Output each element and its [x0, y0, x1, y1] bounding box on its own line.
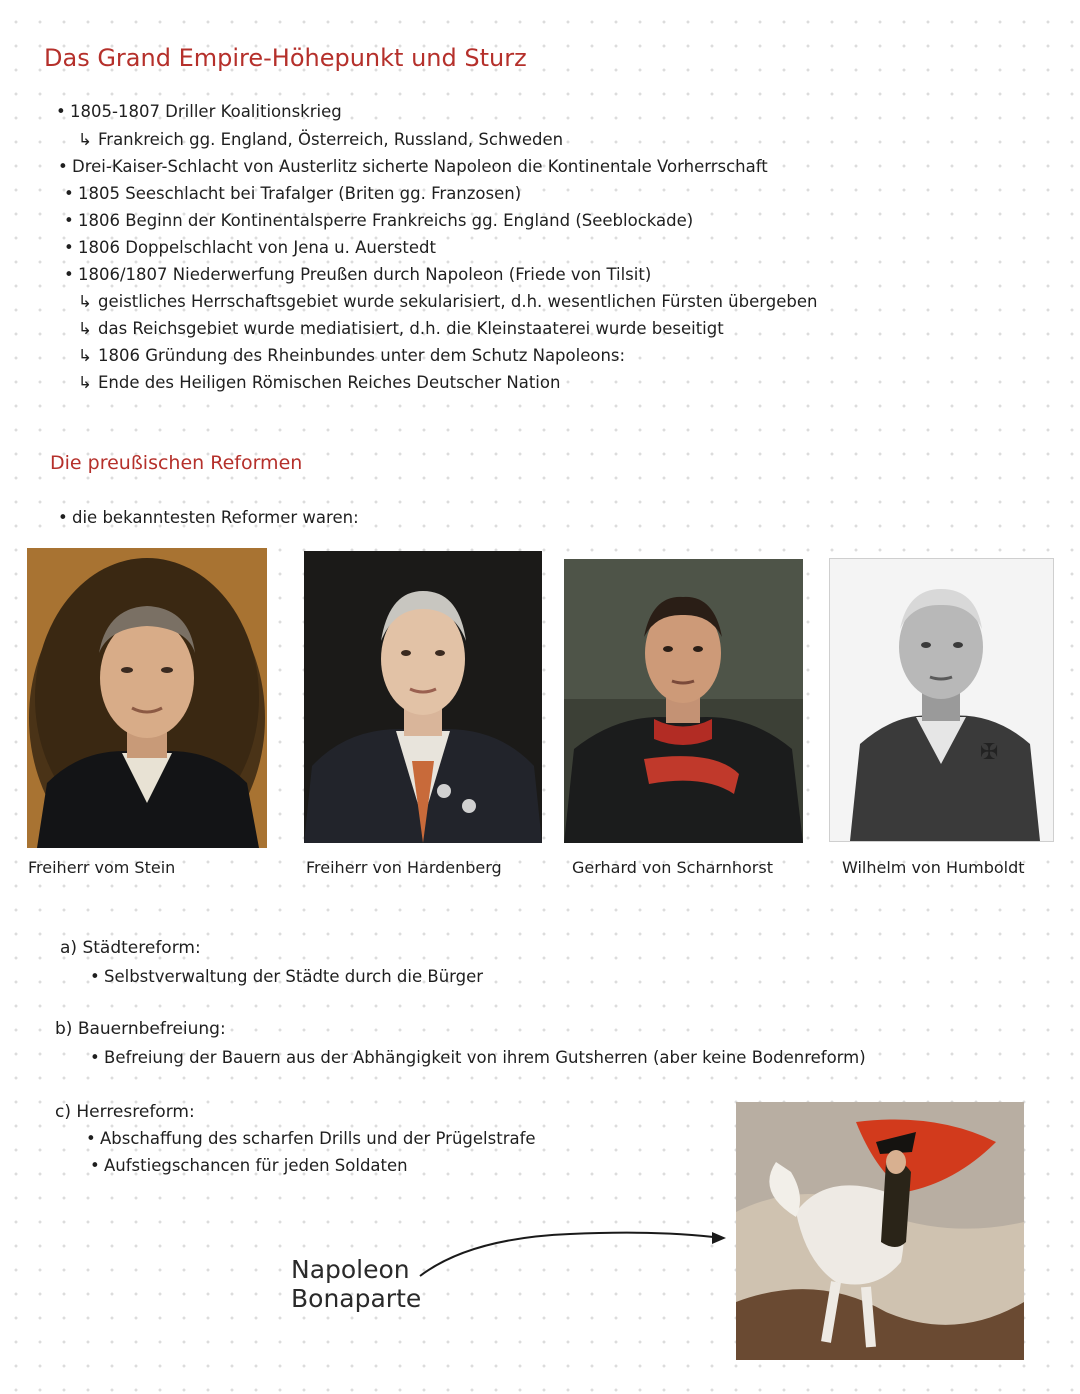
caption-scharnhorst: Gerhard von Scharnhorst	[572, 858, 773, 877]
caption-humboldt: Wilhelm von Humboldt	[842, 858, 1025, 877]
caption-hardenberg: Freiherr von Hardenberg	[306, 858, 502, 877]
napoleon-label-line2: Bonaparte	[291, 1283, 422, 1313]
curved-arrow-icon	[410, 1228, 740, 1288]
page-title: Das Grand Empire-Höhepunkt und Sturz	[44, 44, 527, 72]
reforms-heading: Die preußischen Reformen	[50, 452, 303, 474]
napoleon-label-line1: Napoleon	[291, 1255, 410, 1284]
portrait-stein	[27, 548, 267, 848]
list-item: ↳ geistliches Herrschaftsgebiet wurde sekularisiert, d.h. wesentlichen Fürsten übergeben	[98, 292, 817, 312]
list-item: ↳ Frankreich gg. England, Österreich, Russland, Schweden	[98, 130, 563, 150]
reform-intro: • die bekanntesten Reformer waren:	[72, 508, 359, 528]
portrait-hardenberg	[304, 551, 542, 843]
section-b-title: b) Bauernbefreiung:	[55, 1019, 226, 1039]
portrait-scharnhorst	[564, 559, 803, 843]
napoleon-label	[291, 1256, 421, 1314]
list-item: • 1806 Beginn der Kontinentalsperre Frankreichs gg. England (Seeblockade)	[78, 211, 693, 231]
list-item: • 1806 Doppelschlacht von Jena u. Auerstedt	[78, 238, 436, 258]
svg-text:✠: ✠	[980, 740, 999, 765]
list-item: • 1805-1807 Driller Koalitionskrieg	[70, 102, 342, 122]
section-a-item: • Selbstverwaltung der Städte durch die Bürger	[104, 967, 483, 987]
list-item: • 1805 Seeschlacht bei Trafalger (Briten gg. Franzosen)	[78, 184, 521, 204]
section-c-item: • Aufstiegschancen für jeden Soldaten	[104, 1156, 408, 1176]
list-item: ↳ das Reichsgebiet wurde mediatisiert, d.h. die Kleinstaaterei wurde beseitigt	[98, 319, 724, 339]
section-a-title: a) Städtereform:	[60, 938, 201, 958]
section-c-title: c) Herresreform:	[55, 1102, 195, 1122]
caption-stein: Freiherr vom Stein	[28, 858, 176, 877]
list-item: • Drei-Kaiser-Schlacht von Austerlitz sicherte Napoleon die Kontinentale Vorherrschaft	[72, 157, 768, 177]
napoleon-painting	[736, 1102, 1024, 1360]
list-item: ↳ 1806 Gründung des Rheinbundes unter dem Schutz Napoleons:	[98, 346, 625, 366]
list-item: ↳ Ende des Heiligen Römischen Reiches Deutscher Nation	[98, 373, 560, 393]
section-b-item: • Befreiung der Bauern aus der Abhängigkeit von ihrem Gutsherren (aber keine Bodenreform)	[104, 1048, 866, 1068]
portrait-humboldt	[830, 559, 1053, 841]
section-c-item: • Abschaffung des scharfen Drills und der Prügelstrafe	[100, 1129, 536, 1149]
list-item: • 1806/1807 Niederwerfung Preußen durch Napoleon (Friede von Tilsit)	[78, 265, 651, 285]
